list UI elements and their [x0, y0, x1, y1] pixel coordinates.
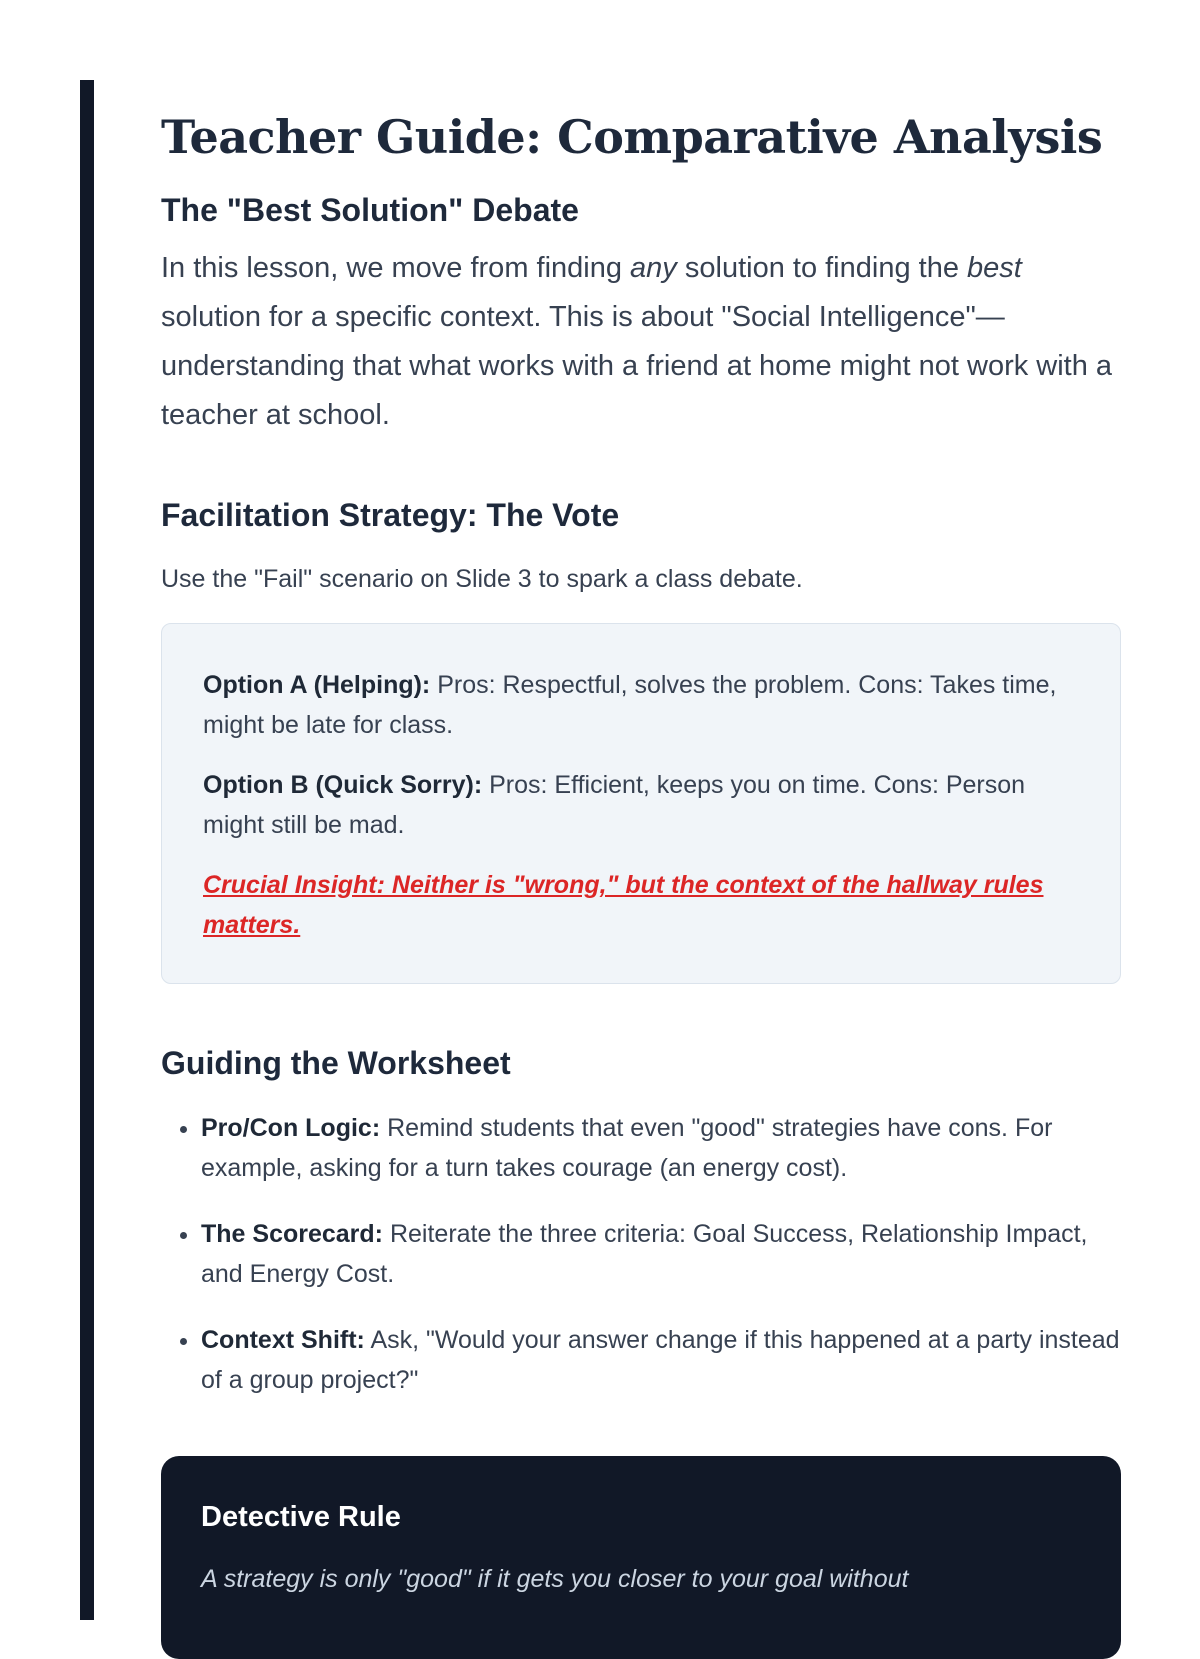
- list-item-label: Pro/Con Logic:: [201, 1114, 381, 1143]
- crucial-insight: Crucial Insight: Neither is "wrong," but the context of the hallway rules matters.: [203, 870, 1044, 939]
- list-item-label: The Scorecard:: [201, 1220, 384, 1249]
- option-b-label: Option B (Quick Sorry):: [203, 770, 483, 799]
- option-a: [203, 665, 1080, 745]
- detective-rule-box: [161, 1456, 1121, 1659]
- facilitation-heading: Facilitation Strategy: The Vote: [161, 496, 620, 533]
- worksheet-list: [161, 1108, 1121, 1400]
- list-item-text: Reiterate the three criteria: Goal Success, Relationship Impact, and Energy Cost.: [201, 1220, 1088, 1289]
- options-box: [161, 623, 1121, 984]
- list-item-text: Ask, "Would your answer change if this happened at a party instead of a group project?": [201, 1326, 1120, 1395]
- document-content: [161, 80, 1121, 1659]
- list-item: [201, 1108, 1121, 1188]
- option-a-text: Pros: Respectful, solves the problem. Cons: Takes time, might be late for class.: [203, 670, 1057, 739]
- intro-text-3: solution for a specific context. This is about "Social Intelligence"—understanding that what works with a friend at home might not work with a teacher at school.: [161, 300, 1113, 431]
- option-b: [203, 765, 1080, 845]
- left-accent-bar: [80, 80, 94, 1620]
- list-item: [201, 1214, 1121, 1294]
- intro-emphasis-best: best: [967, 251, 1022, 284]
- worksheet-heading: Guiding the Worksheet: [161, 1044, 511, 1081]
- option-a-label: Option A (Helping):: [203, 670, 431, 699]
- intro-text-1: In this lesson, we move from finding: [161, 251, 631, 284]
- intro-emphasis-any: any: [630, 251, 677, 284]
- option-b-text: Pros: Efficient, keeps you on time. Cons: Person might still be mad.: [203, 770, 1026, 839]
- detective-rule-text: A strategy is only "good" if it gets you closer to your goal without: [201, 1565, 909, 1594]
- detective-rule-title: Detective Rule: [201, 1501, 401, 1534]
- list-item: [201, 1320, 1121, 1400]
- debate-heading: The "Best Solution" Debate: [161, 192, 579, 229]
- intro-paragraph: [161, 244, 1121, 440]
- intro-text-2: solution to finding the: [676, 251, 968, 284]
- list-item-label: Context Shift:: [201, 1326, 365, 1355]
- facilitation-lead: Use the "Fail" scenario on Slide 3 to spark a class debate.: [161, 564, 803, 593]
- list-item-text: Remind students that even "good" strategies have cons. For example, asking for a turn takes courage (an energy cost).: [201, 1114, 1053, 1183]
- page-title: Teacher Guide: Comparative Analysis: [161, 110, 1103, 164]
